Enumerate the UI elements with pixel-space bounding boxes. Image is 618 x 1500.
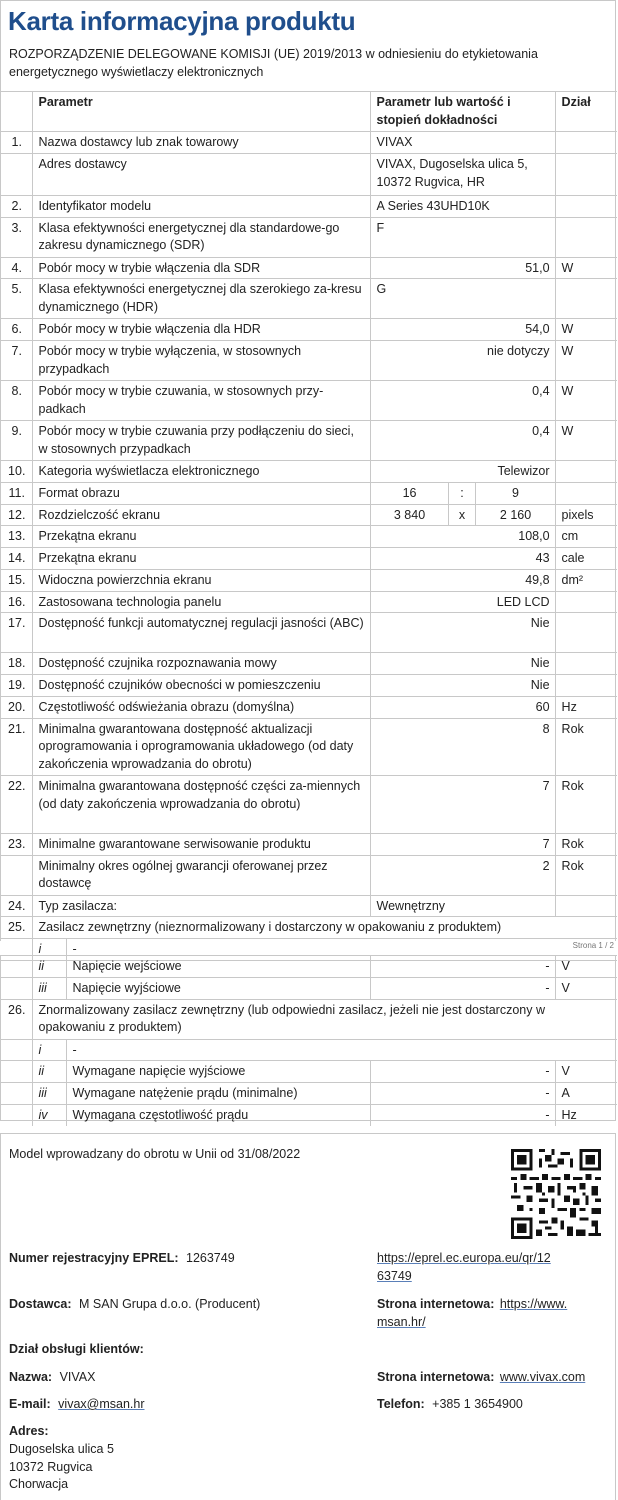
table-row	[1, 1083, 617, 1105]
table-row	[1, 675, 617, 697]
row-value: 43	[370, 548, 555, 570]
row-param: Minimalne gwarantowane serwisowanie produktu	[32, 833, 370, 855]
row-param: Napięcie wyjściowe	[66, 977, 370, 999]
sub-index: i	[38, 942, 42, 956]
row-value: -	[66, 939, 617, 961]
row-value: LED LCD	[370, 591, 555, 613]
row-param: Kategoria wyświetlacza elektronicznego	[32, 461, 370, 483]
aspect-height: 9	[475, 482, 555, 504]
power-supply-table	[1, 955, 617, 1126]
row-value: A Series 43UHD10K	[370, 195, 555, 217]
row-number: 13.	[1, 526, 32, 548]
address-line: Chorwacja	[9, 1477, 69, 1492]
row-param: Dostępność czujników obecności w pomieszczeniu	[32, 675, 370, 697]
table-row	[1, 855, 617, 895]
row-number: 8.	[1, 381, 32, 421]
table-row	[1, 591, 617, 613]
sub-index: ii	[38, 1064, 45, 1079]
row-number: 21.	[1, 718, 32, 775]
row-param: Identyfikator modelu	[32, 195, 370, 217]
row-number: 11.	[1, 482, 32, 504]
table-row	[1, 195, 617, 217]
row-param: Nazwa dostawcy lub znak towarowy	[32, 132, 370, 154]
resolution-height: 2 160	[475, 504, 555, 526]
table-row	[1, 775, 617, 833]
row-unit: V	[555, 1061, 617, 1083]
row-unit: Rok	[555, 833, 617, 855]
row-value: 0,4	[370, 381, 555, 421]
row-param: Pobór mocy w trybie włączenia dla HDR	[32, 319, 370, 341]
page-number: Strona 1 / 2	[572, 941, 614, 950]
row-param: Minimalny okres ogólnej gwarancji oferowanej przez dostawcę	[32, 855, 370, 895]
row-param: Częstotliwość odświeżania obrazu (domyślna)	[32, 696, 370, 718]
table-row	[1, 917, 617, 939]
service-name: VIVAX	[59, 1370, 96, 1384]
row-unit: Hz	[555, 1105, 617, 1126]
row-value: 49,8	[370, 569, 555, 591]
header-value: Parametr lub wartość i stopień dokładności	[370, 92, 555, 132]
row-number: 4.	[1, 257, 32, 279]
row-number: 17.	[1, 613, 32, 653]
row-number: 6.	[1, 319, 32, 341]
row-number: 25.	[1, 917, 32, 939]
row-unit: W	[555, 421, 617, 461]
row-number: 1.	[1, 132, 32, 154]
row-number: 2.	[1, 195, 32, 217]
row-unit: pixels	[555, 504, 617, 526]
eprel-number: 1263749	[186, 1251, 235, 1265]
table-row	[1, 421, 617, 461]
row-param: Widoczna powierzchnia ekranu	[32, 569, 370, 591]
table-row	[1, 504, 617, 526]
sub-index: iii	[38, 1086, 47, 1101]
row-value: 51,0	[370, 257, 555, 279]
row-unit: W	[555, 257, 617, 279]
row-param: Pobór mocy w trybie wyłączenia, w stosownych przypadkach	[32, 341, 370, 381]
row-number: 26.	[1, 999, 32, 1039]
row-param: Rozdzielczość ekranu	[32, 504, 370, 526]
website-label-2: Strona internetowa:	[377, 1370, 495, 1384]
sub-index: iii	[38, 980, 47, 995]
eprel-link-text-cont[interactable]: 63749	[377, 1268, 412, 1283]
address-line: Dugoselska ulica 5	[9, 1441, 114, 1456]
sub-index: iv	[38, 1108, 48, 1122]
table-row	[1, 341, 617, 381]
row-value: 7	[370, 775, 555, 833]
aspect-width: 16	[370, 482, 448, 504]
sub-index: i	[38, 1042, 42, 1057]
row-value: 8	[370, 718, 555, 775]
row-param: Wymagane natężenie prądu (minimalne)	[66, 1083, 370, 1105]
row-param: Napięcie wejściowe	[66, 956, 370, 978]
row-unit: Hz	[555, 696, 617, 718]
row-param: Adres dostawcy	[32, 153, 370, 195]
table-row	[1, 257, 617, 279]
row-value: VIVAX, Dugoselska ulica 5, 10372 Rugvica, HR	[370, 153, 555, 195]
parameters-table	[1, 91, 617, 961]
row-param: Dostępność czujnika rozpoznawania mowy	[32, 653, 370, 675]
header-param: Parametr	[32, 92, 370, 132]
phone-number: +385 1 3654900	[432, 1397, 523, 1411]
row-unit: V	[555, 977, 617, 999]
row-value: VIVAX	[370, 132, 555, 154]
row-number: 15.	[1, 569, 32, 591]
customer-service-heading: Dział obsługi klientów:	[9, 1342, 144, 1356]
row-param: Zastosowana technologia panelu	[32, 591, 370, 613]
row-value: 54,0	[370, 319, 555, 341]
row-param: Znormalizowany zasilacz zewnętrzny (lub odpowiedni zasilacz, jeżeli nie jest dostarczony w opakowaniu z produktem)	[32, 999, 617, 1039]
row-param: Przekątna ekranu	[32, 526, 370, 548]
row-param: Minimalna gwarantowana dostępność aktualizacji oprogramowania i oprogramowania układowego (od daty zakończenia wprowadzania do obrotu)	[32, 718, 370, 775]
table-row	[1, 381, 617, 421]
row-number: 20.	[1, 696, 32, 718]
row-param: Pobór mocy w trybie włączenia dla SDR	[32, 257, 370, 279]
row-unit: Rok	[555, 775, 617, 833]
table-row	[1, 279, 617, 319]
row-value: 2	[370, 855, 555, 895]
row-number: 19.	[1, 675, 32, 697]
service-website-link[interactable]: www.vivax.com	[499, 1370, 586, 1384]
row-param: Format obrazu	[32, 482, 370, 504]
table-row	[1, 569, 617, 591]
row-number: 14.	[1, 548, 32, 570]
sub-index: ii	[38, 959, 45, 973]
table-row	[1, 999, 617, 1039]
row-param: Minimalna gwarantowana dostępność części za-miennych (od daty zakończenia wprowadzania do obrotu)	[32, 775, 370, 833]
phone-label: Telefon:	[377, 1397, 425, 1411]
row-param: Pobór mocy w trybie czuwania, w stosownych przy-padkach	[32, 381, 370, 421]
resolution-separator: x	[448, 504, 475, 526]
row-value: -	[370, 956, 555, 978]
row-value: nie dotyczy	[370, 341, 555, 381]
row-number: 16.	[1, 591, 32, 613]
supplier-name: M SAN Grupa d.o.o. (Producent)	[79, 1297, 261, 1311]
eprel-label: Numer rejestracyjny EPREL:	[9, 1251, 179, 1265]
regulation-text: ROZPORZĄDZENIE DELEGOWANE KOMISJI (UE) 2019/2013 w odniesieniu do etykietowania energetycznego wyświetlaczy elektronicznych	[9, 47, 538, 80]
row-number: 7.	[1, 341, 32, 381]
supplier-website-link[interactable]: https://www.	[499, 1297, 568, 1311]
row-number: 5.	[1, 279, 32, 319]
row-param: Dostępność funkcji automatycznej regulacji jasności (ABC)	[32, 613, 370, 653]
row-value: Nie	[370, 675, 555, 697]
row-value: F	[370, 217, 555, 257]
market-date: Model wprowadzany do obrotu w Unii od 31/08/2022	[9, 1147, 301, 1161]
table-row	[1, 132, 617, 154]
row-number: 23.	[1, 833, 32, 855]
table-row	[1, 217, 617, 257]
row-value: Nie	[370, 653, 555, 675]
table-row	[1, 833, 617, 855]
table-row	[1, 1105, 617, 1126]
row-param: Pobór mocy w trybie czuwania przy podłączeniu do sieci, w stosownych przypadkach	[32, 421, 370, 461]
email-link[interactable]: vivax@msan.hr	[58, 1397, 145, 1411]
row-number: 3.	[1, 217, 32, 257]
row-unit: W	[555, 341, 617, 381]
row-param: Klasa efektywności energetycznej dla standardowe-go zakresu dynamicznego (SDR)	[32, 217, 370, 257]
row-value: -	[370, 1105, 555, 1126]
supplier-website-link-cont[interactable]: msan.hr/	[377, 1314, 426, 1329]
table-header	[1, 92, 617, 132]
supplier-info-box	[0, 1133, 616, 1500]
row-number: 12.	[1, 504, 32, 526]
row-unit: A	[555, 1083, 617, 1105]
aspect-separator: :	[448, 482, 475, 504]
table-row	[1, 1039, 617, 1061]
table-row	[1, 482, 617, 504]
table-row	[1, 613, 617, 653]
website-label: Strona internetowa:	[377, 1297, 495, 1311]
page-title: Karta informacyjna produktu	[8, 6, 356, 36]
row-number: 22.	[1, 775, 32, 833]
table-row	[1, 977, 617, 999]
header-section: Dział	[555, 92, 617, 132]
row-param: Klasa efektywności energetycznej dla szerokiego za-kresu dynamicznego (HDR)	[32, 279, 370, 319]
row-value: -	[370, 1061, 555, 1083]
address-line: 10372 Rugvica	[9, 1459, 93, 1474]
email-label: E-mail:	[9, 1397, 51, 1411]
product-fiche-page-2	[0, 955, 616, 1121]
address-label: Adres:	[9, 1424, 49, 1438]
table-row	[1, 718, 617, 775]
table-row	[1, 526, 617, 548]
row-unit: W	[555, 319, 617, 341]
row-unit: V	[555, 956, 617, 978]
table-row	[1, 956, 617, 978]
qr-code-icon[interactable]	[511, 1149, 601, 1239]
eprel-link[interactable]	[377, 1250, 607, 1286]
row-unit: cm	[555, 526, 617, 548]
row-value: G	[370, 279, 555, 319]
row-unit: Rok	[555, 855, 617, 895]
row-unit: cale	[555, 548, 617, 570]
row-unit	[555, 132, 617, 154]
row-number: 24.	[1, 895, 32, 917]
row-value: Nie	[370, 613, 555, 653]
row-value: -	[66, 1039, 617, 1061]
row-value: 0,4	[370, 421, 555, 461]
table-row	[1, 653, 617, 675]
row-unit: W	[555, 381, 617, 421]
row-value: 7	[370, 833, 555, 855]
row-value: 60	[370, 696, 555, 718]
row-param: Typ zasilacza:	[32, 895, 370, 917]
row-number: 18.	[1, 653, 32, 675]
row-value: 108,0	[370, 526, 555, 548]
eprel-link-text[interactable]: https://eprel.ec.europa.eu/qr/12	[377, 1251, 551, 1265]
table-row	[1, 696, 617, 718]
table-row	[1, 153, 617, 195]
row-number: 9.	[1, 421, 32, 461]
name-label: Nazwa:	[9, 1370, 53, 1384]
row-param: Wymagana częstotliwość prądu	[66, 1105, 370, 1126]
row-param: Zasilacz zewnętrzny (nieznormalizowany i dostarczony w opakowaniu z produktem)	[32, 917, 617, 939]
supplier-label: Dostawca:	[9, 1297, 72, 1311]
table-row	[1, 461, 617, 483]
row-value: -	[370, 977, 555, 999]
table-row	[1, 895, 617, 917]
row-number: 10.	[1, 461, 32, 483]
row-param: Wymagane napięcie wyjściowe	[66, 1061, 370, 1083]
row-unit: dm²	[555, 569, 617, 591]
resolution-width: 3 840	[370, 504, 448, 526]
row-value: -	[370, 1083, 555, 1105]
table-row	[1, 548, 617, 570]
row-value: Wewnętrzny	[370, 895, 555, 917]
row-value: Telewizor	[370, 461, 555, 483]
table-row	[1, 319, 617, 341]
table-row	[1, 1061, 617, 1083]
row-unit: Rok	[555, 718, 617, 775]
row-param: Przekątna ekranu	[32, 548, 370, 570]
